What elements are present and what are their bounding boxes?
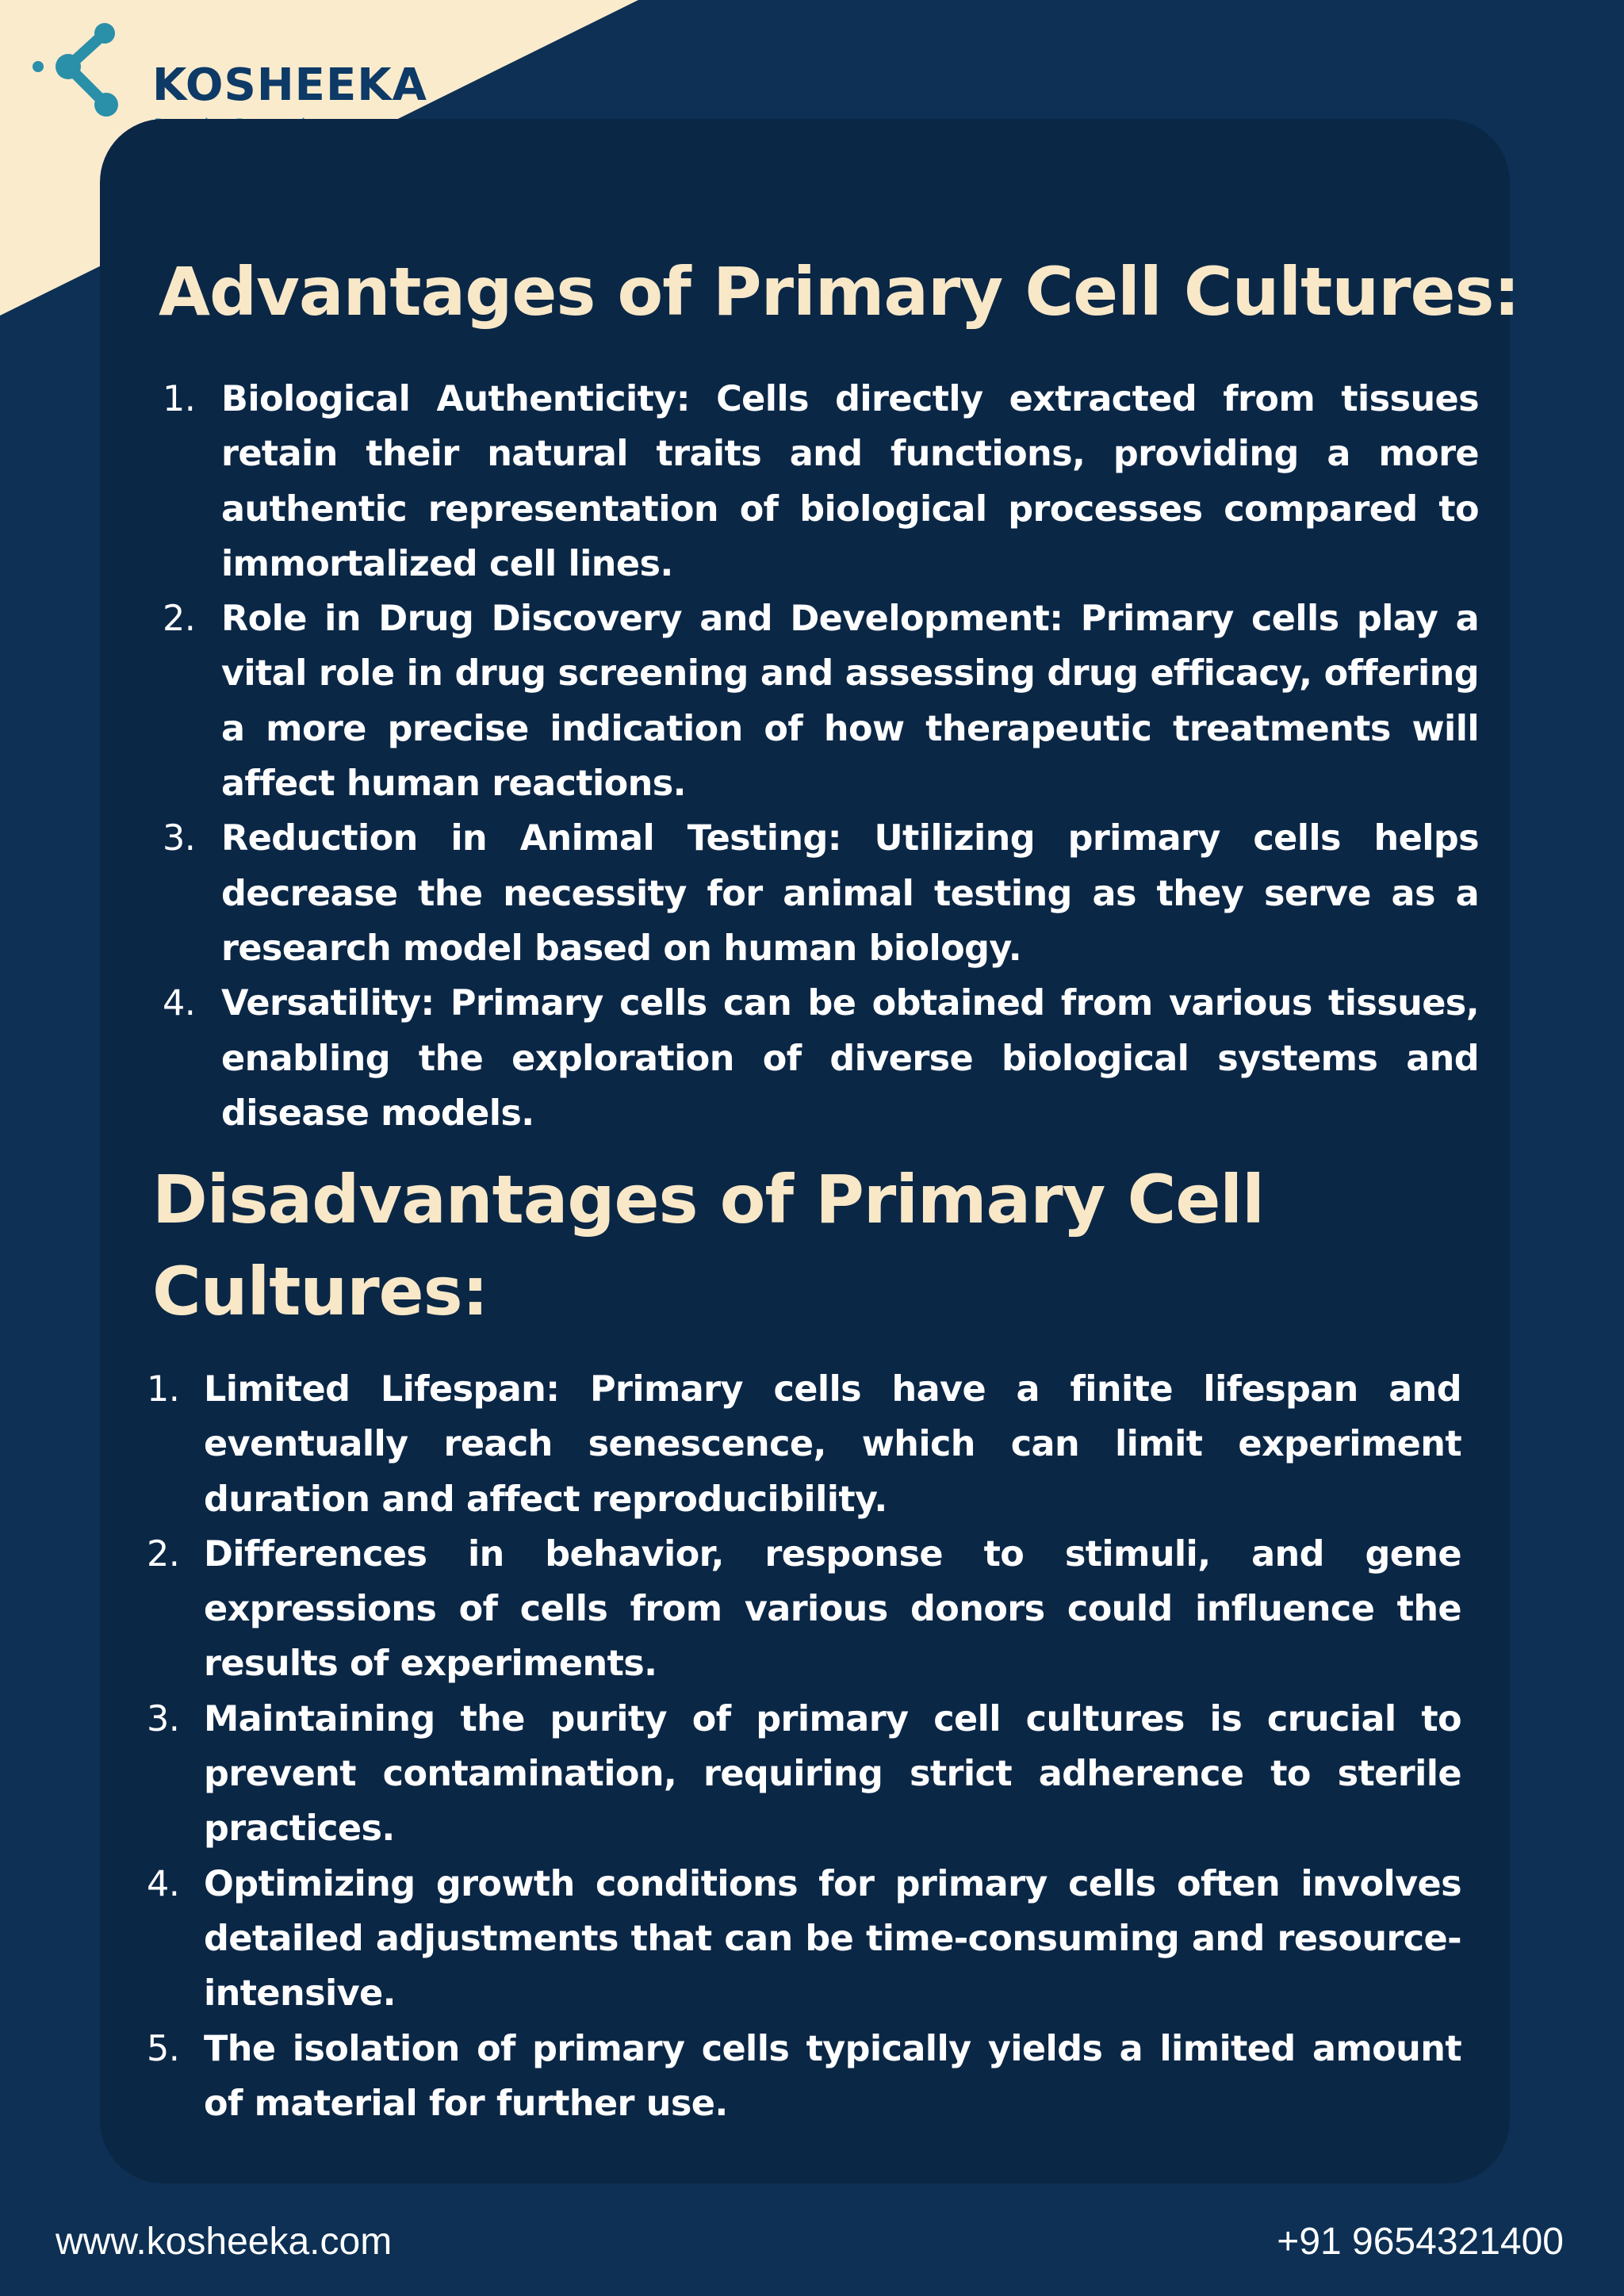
list-number: 3. <box>163 818 196 859</box>
list-text: Maintaining the purity of primary cell cultures is crucial to prevent contamination, requiring strict adherence to sterile practices. <box>204 1698 1461 1850</box>
disadvantage-item <box>147 1527 1461 1692</box>
list-number: 1. <box>163 379 196 419</box>
list-text: Reduction in Animal Testing: Utilizing primary cells helps decrease the necessity for animal testing as they serve as a research model based on human biology. <box>221 818 1479 969</box>
list-text: Role in Drug Discovery and Development: Primary cells play a vital role in drug screening and assessing drug efficacy, offering a more precise indication of how therapeutic treatments will affect human reactions. <box>221 599 1479 805</box>
list-number: 4. <box>147 1863 180 1904</box>
disadvantage-item <box>147 1362 1461 1527</box>
list-number: 2. <box>163 599 196 640</box>
list-text: Versatility: Primary cells can be obtained from various tissues, enabling the exploration of diverse biological systems and disease models. <box>221 983 1479 1134</box>
logo-wordmark: KOSHEEKA <box>152 59 427 111</box>
website-link[interactable]: www.kosheeka.com <box>56 2221 393 2263</box>
list-text: Optimizing growth conditions for primary cells often involves detailed adjustments that can be time-consuming and resource-intensive. <box>204 1863 1461 2015</box>
disadvantages-heading: Disadvantages of Primary Cell Cultures: <box>152 1161 1264 1330</box>
advantage-item <box>163 591 1479 811</box>
list-text: Differences in behavior, response to stimuli, and gene expressions of cells from various donors could influence the results of experiments. <box>204 1533 1461 1685</box>
advantages-heading: Advantages of Primary Cell Cultures: <box>159 253 1520 331</box>
phone-number[interactable]: +91 9654321400 <box>1277 2221 1564 2263</box>
list-number: 1. <box>147 1369 180 1410</box>
list-number: 4. <box>163 983 196 1024</box>
list-number: 5. <box>147 2028 180 2069</box>
disadvantage-item <box>147 1692 1461 1857</box>
list-text: Limited Lifespan: Primary cells have a finite lifespan and eventually reach senescence, which can limit experiment duration and affect reproducibility. <box>204 1369 1461 1520</box>
advantage-item <box>163 976 1479 1141</box>
logo-mark-icon <box>27 22 138 125</box>
list-number: 3. <box>147 1698 180 1739</box>
advantage-item <box>163 372 1479 591</box>
list-number: 2. <box>147 1533 180 1575</box>
list-text: Biological Authenticity: Cells directly extracted from tissues retain their natural traits and functions, providing a more authentic representation of biological processes compared to immortalized cell lines. <box>221 379 1479 584</box>
advantage-item <box>163 811 1479 976</box>
disadvantages-list <box>147 1362 1461 2131</box>
advantages-list <box>163 372 1479 1141</box>
disadvantage-item <box>147 2022 1461 2132</box>
disadvantage-item <box>147 1857 1461 2022</box>
list-text: The isolation of primary cells typically yields a limited amount of material for further use. <box>204 2028 1461 2124</box>
kosheeka-logo[interactable] <box>27 22 439 125</box>
